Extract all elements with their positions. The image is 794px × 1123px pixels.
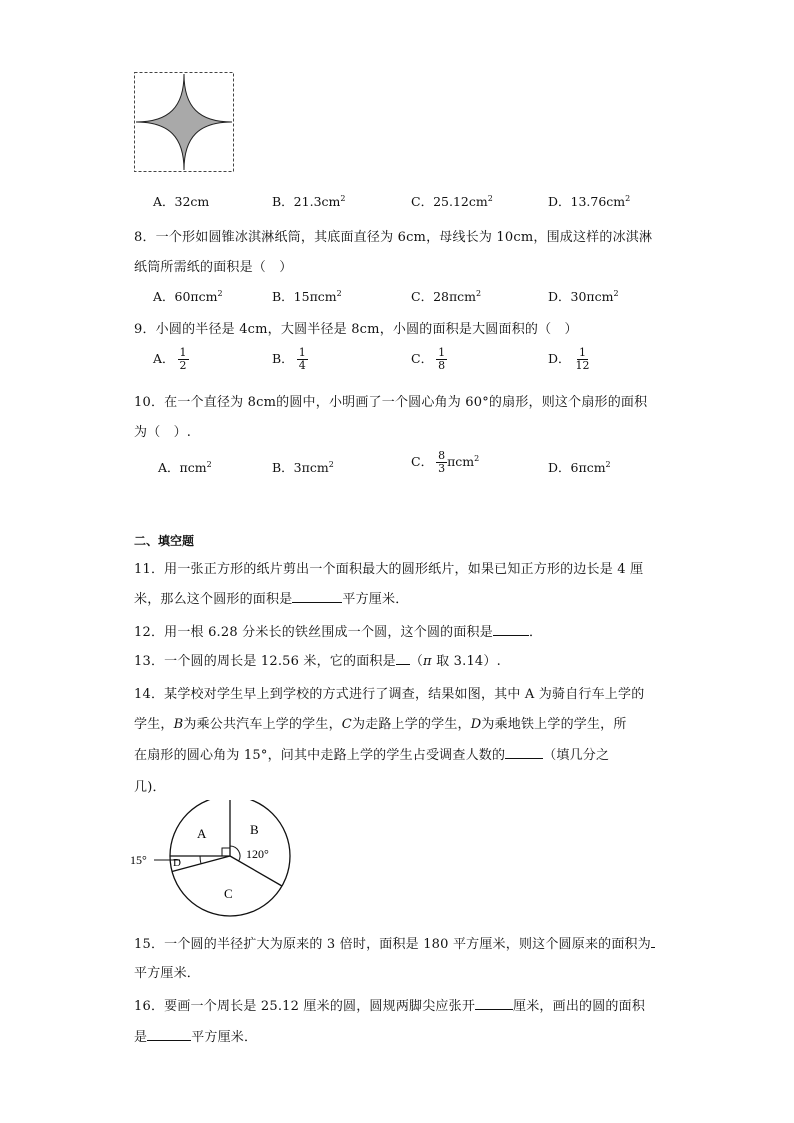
q16-line1: 16．要画一个周长是 25.12 厘米的圆，圆规两脚尖应张开 厘米，画出的圆的面积 — [134, 999, 646, 1014]
label-b: B — [250, 822, 259, 837]
q10-option-c[interactable]: C． $\frac{8}{3}$ πcm$^2$ — [411, 449, 480, 475]
q9-option-b[interactable]: B． $\frac{1}{4}$ — [272, 346, 306, 372]
fraction: $\frac{1}{8}$ — [438, 346, 446, 372]
q7-option-a[interactable]: A．32cm — [153, 194, 210, 209]
answer-blank[interactable] — [651, 935, 655, 948]
answer-blank[interactable] — [147, 1028, 191, 1041]
q14-line3: 在扇形的圆心角为 15°，问其中走路上学的学生占受调查人数的 （填几分之 — [134, 748, 610, 763]
q16-line2: 是 平方厘米． — [134, 1030, 258, 1045]
pie-diagram — [130, 800, 300, 920]
q8-line1: 8．一个形如圆锥冰淇淋纸筒，其底面直径为 6cm，母线长为 10cm，围成这样的冰淇淋 — [134, 230, 653, 245]
answer-blank[interactable] — [505, 746, 543, 759]
q9-option-c[interactable]: C． $\frac{1}{8}$ — [411, 346, 446, 372]
q8-line2: 纸筒所需纸的面积是（ ） — [134, 260, 293, 275]
fraction: $\frac{1}{12}$ — [575, 346, 590, 372]
q11-line1: 11．用一张正方形的纸片剪出一个面积最大的圆形纸片，如果已知正方形的边长是 4 厘 — [134, 562, 644, 577]
q15-line2: 平方厘米． — [134, 966, 201, 981]
astroid-figure — [134, 72, 234, 172]
q9-option-a[interactable]: A． $\frac{1}{2}$ — [153, 346, 187, 372]
right-angle-mark — [222, 848, 230, 856]
q11-line2: 米，那么这个圆形的面积是 平方厘米． — [134, 592, 409, 607]
q12-line: 12．用一根 6.28 分米长的铁丝围成一个圆，这个圆的面积是 ． — [134, 625, 543, 640]
q14-line2: 学生，B为乘公共汽车上学的学生，C为走路上学的学生，D为乘地铁上学的学生，所 — [134, 717, 627, 732]
q9-line1: 9．小圆的半径是 4cm，大圆半径是 8cm，小圆的面积是大圆面积的（ ） — [134, 322, 578, 337]
label-d-angle: 15° — [130, 853, 147, 867]
shaded-region — [136, 74, 232, 170]
label-d: D — [173, 857, 181, 869]
q14-line1: 14．某学校对学生早上到学校的方式进行了调查，结果如图，其中 A 为骑自行车上学的 — [134, 687, 645, 702]
q14-line4: 几)． — [134, 780, 166, 795]
q8-option-c[interactable]: C．28πcm$^2$ — [411, 288, 482, 304]
q8-option-a[interactable]: A．60πcm$^2$ — [153, 288, 223, 304]
q13-line: 13．一个圆的周长是 12.56 米，它的面积是 （π 取 3.14）. — [134, 654, 501, 669]
q7-option-d[interactable]: D．$13.76cm^2$ — [548, 193, 631, 209]
answer-blank[interactable] — [493, 623, 529, 636]
q10-option-a[interactable]: A．πcm$^2$ — [158, 459, 212, 475]
fraction: $\frac{1}{2}$ — [179, 346, 187, 372]
q9-option-d[interactable]: D． $\frac{1}{12}$ — [548, 346, 590, 372]
fraction: $\frac{8}{3}$ — [438, 449, 446, 475]
q10-line2: 为（ ）. — [134, 425, 192, 440]
q7-option-b[interactable]: B．$21.3cm^2$ — [272, 193, 346, 209]
answer-blank[interactable] — [396, 652, 410, 665]
q15-line1: 15．一个圆的半径扩大为原来的 3 倍时，面积是 180 平方厘米，则这个圆原来的面积为 — [134, 933, 655, 952]
label-c: C — [224, 886, 233, 901]
label-b-angle: 120° — [246, 847, 269, 861]
q8-option-b[interactable]: B．15πcm$^2$ — [272, 288, 342, 304]
label-a: A — [197, 826, 207, 841]
fraction: $\frac{1}{4}$ — [298, 346, 306, 372]
q10-option-b[interactable]: B．3πcm$^2$ — [272, 459, 334, 475]
answer-blank[interactable] — [475, 997, 513, 1010]
q7-option-c[interactable]: C．$25.12cm^2$ — [411, 193, 493, 209]
angle-arc-d — [200, 856, 201, 864]
q10-option-d[interactable]: D．6πcm$^2$ — [548, 459, 611, 475]
section-title: 二、填空题 — [134, 534, 195, 548]
answer-blank[interactable] — [292, 590, 342, 603]
q8-option-d[interactable]: D．30πcm$^2$ — [548, 288, 619, 304]
q10-line1: 10．在一个直径为 8cm的圆中，小明画了一个圆心角为 60°的扇形，则这个扇形的面积 — [134, 395, 648, 410]
